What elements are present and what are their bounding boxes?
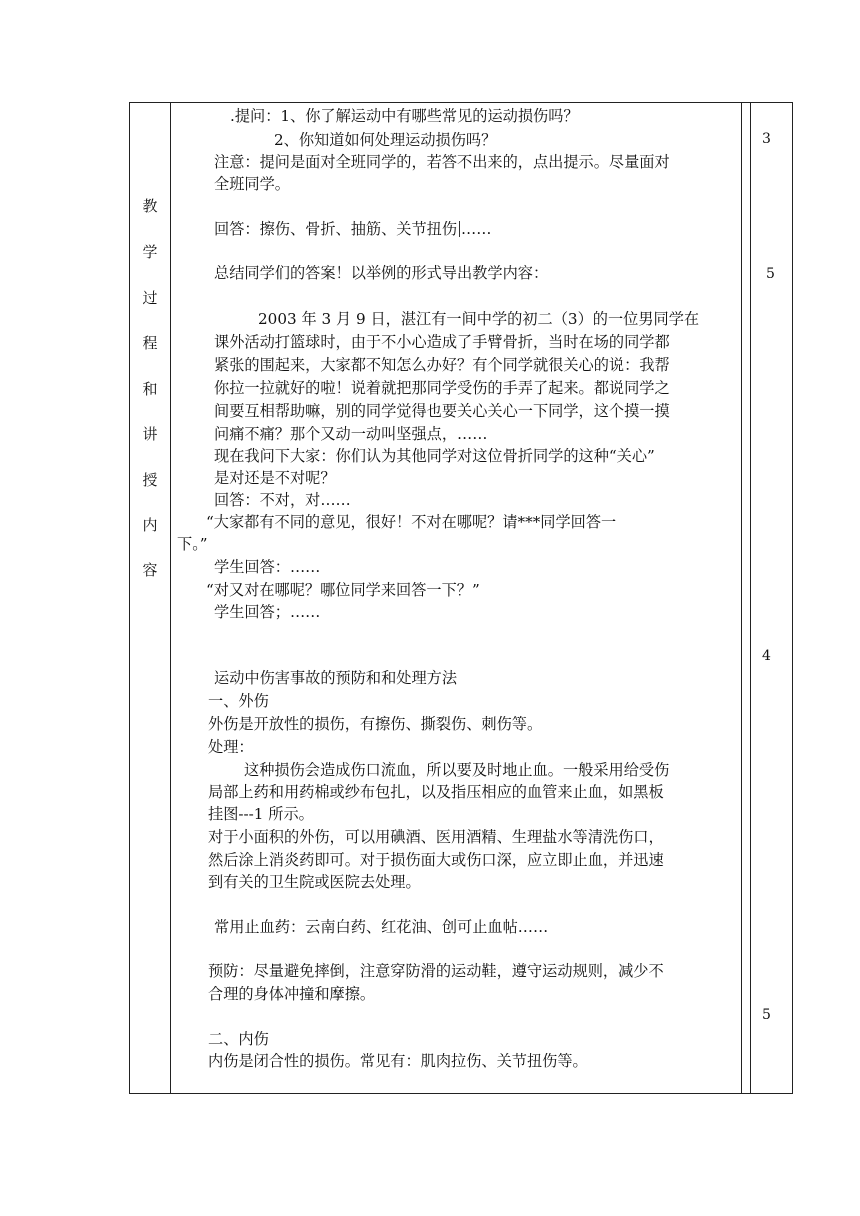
time-mark: 3 bbox=[762, 131, 771, 147]
story-line: 课外活动打篮球时，由于不小心造成了手臂骨折，当时在场的同学都 bbox=[214, 333, 670, 351]
subheading-internal-injury: 二、内伤 bbox=[208, 1030, 269, 1048]
teacher-line: “大家都有不同的意见，很好！不对在哪呢？请***同学回答一 bbox=[206, 513, 617, 531]
section-label-char: 授 bbox=[142, 471, 158, 489]
body-line: 然后涂上消炎药即可。对于损伤面大或伤口深，应立即止血，并迅速 bbox=[208, 851, 664, 869]
student-answer-line: 学生回答：…… bbox=[214, 558, 321, 576]
time-mark: 5 bbox=[766, 266, 775, 282]
answer-text: 回答：擦伤、骨折、抽筋、关节扭伤 bbox=[214, 220, 457, 238]
question-line: 是对还是不对呢？ bbox=[214, 469, 336, 487]
answer-line: 回答：不对，对…… bbox=[214, 491, 351, 509]
question-2: 2、你知道如何处理运动损伤吗？ bbox=[274, 131, 497, 149]
story-line: 2003 年 3 月 9 日，湛江有一间中学的初二（3）的一位男同学在 bbox=[258, 310, 700, 328]
time-mark: 4 bbox=[762, 648, 771, 664]
body-line: 局部上药和用药棉或纱布包扎，以及指压相应的血管来止血，如黑板 bbox=[208, 783, 664, 801]
body-line: 预防：尽量避免摔倒，注意穿防滑的运动鞋，遵守运动规则，减少不 bbox=[208, 962, 664, 980]
body-line: 挂图---1 所示。 bbox=[208, 805, 314, 823]
section-label-char: 过 bbox=[142, 289, 158, 307]
section-label-char: 讲 bbox=[142, 425, 158, 443]
body-line: 到有关的卫生院或医院去处理。 bbox=[208, 873, 421, 891]
section-label-char: 容 bbox=[142, 561, 158, 579]
story-line: 问痛不痛？那个又动一动叫坚强点，…… bbox=[214, 425, 488, 443]
story-line: 间要互相帮助嘛，别的同学觉得也要关心关心一下同学，这个摸一摸 bbox=[214, 402, 670, 420]
question-line: 现在我问下大家：你们认为其他同学对这位骨折同学的这种“关心” bbox=[214, 447, 655, 465]
story-line: 你拉一拉就好的啦！说着就把那同学受伤的手弄了起来。都说同学之 bbox=[214, 379, 670, 397]
section-label-char: 学 bbox=[142, 243, 158, 261]
body-line: 处理： bbox=[208, 738, 254, 756]
section-label-char: 程 bbox=[142, 334, 158, 352]
section-label-char: 内 bbox=[142, 516, 158, 534]
body-line: 外伤是开放性的损伤，有擦伤、撕裂伤、刺伤等。 bbox=[208, 715, 543, 733]
note-line: 全班同学。 bbox=[214, 175, 290, 193]
body-line: 内伤是闭合性的损伤。常见有：肌肉拉伤、关节扭伤等。 bbox=[208, 1052, 588, 1070]
time-mark: 5 bbox=[762, 1007, 771, 1023]
section-label-char: 和 bbox=[142, 380, 158, 398]
teacher-line: 下。” bbox=[177, 535, 208, 553]
note-line: 注意：提问是面对全班同学的，若答不出来的，点出提示。尽量面对 bbox=[214, 153, 670, 171]
body-line: 常用止血药：云南白药、红花油、创可止血帖…… bbox=[214, 918, 549, 936]
summary-line: 总结同学们的答案！以举例的形式导出教学内容： bbox=[214, 264, 549, 282]
question-1: .提问：1、你了解运动中有哪些常见的运动损伤吗？ bbox=[230, 107, 579, 125]
subheading-external-injury: 一、外伤 bbox=[208, 692, 269, 710]
answer-line bbox=[214, 219, 491, 239]
story-line: 紧张的围起来，大家都不知怎么办好？有个同学就很关心的说：我帮 bbox=[214, 356, 670, 374]
student-answer-line: 学生回答；…… bbox=[214, 603, 321, 621]
text-cursor bbox=[459, 221, 460, 237]
body-line: 对于小面积的外伤，可以用碘酒、医用酒精、生理盐水等清洗伤口， bbox=[208, 828, 664, 846]
body-line: 这种损伤会造成伤口流血，所以要及时地止血。一般采用给受伤 bbox=[244, 761, 670, 779]
body-line: 合理的身体冲撞和摩擦。 bbox=[208, 985, 376, 1003]
teacher-line: “对又对在哪呢？哪位同学来回答一下？” bbox=[206, 581, 480, 599]
answer-ellipsis: …… bbox=[461, 220, 492, 238]
section-label-char: 教 bbox=[142, 197, 158, 215]
section-heading: 运动中伤害事故的预防和和处理方法 bbox=[214, 669, 457, 687]
